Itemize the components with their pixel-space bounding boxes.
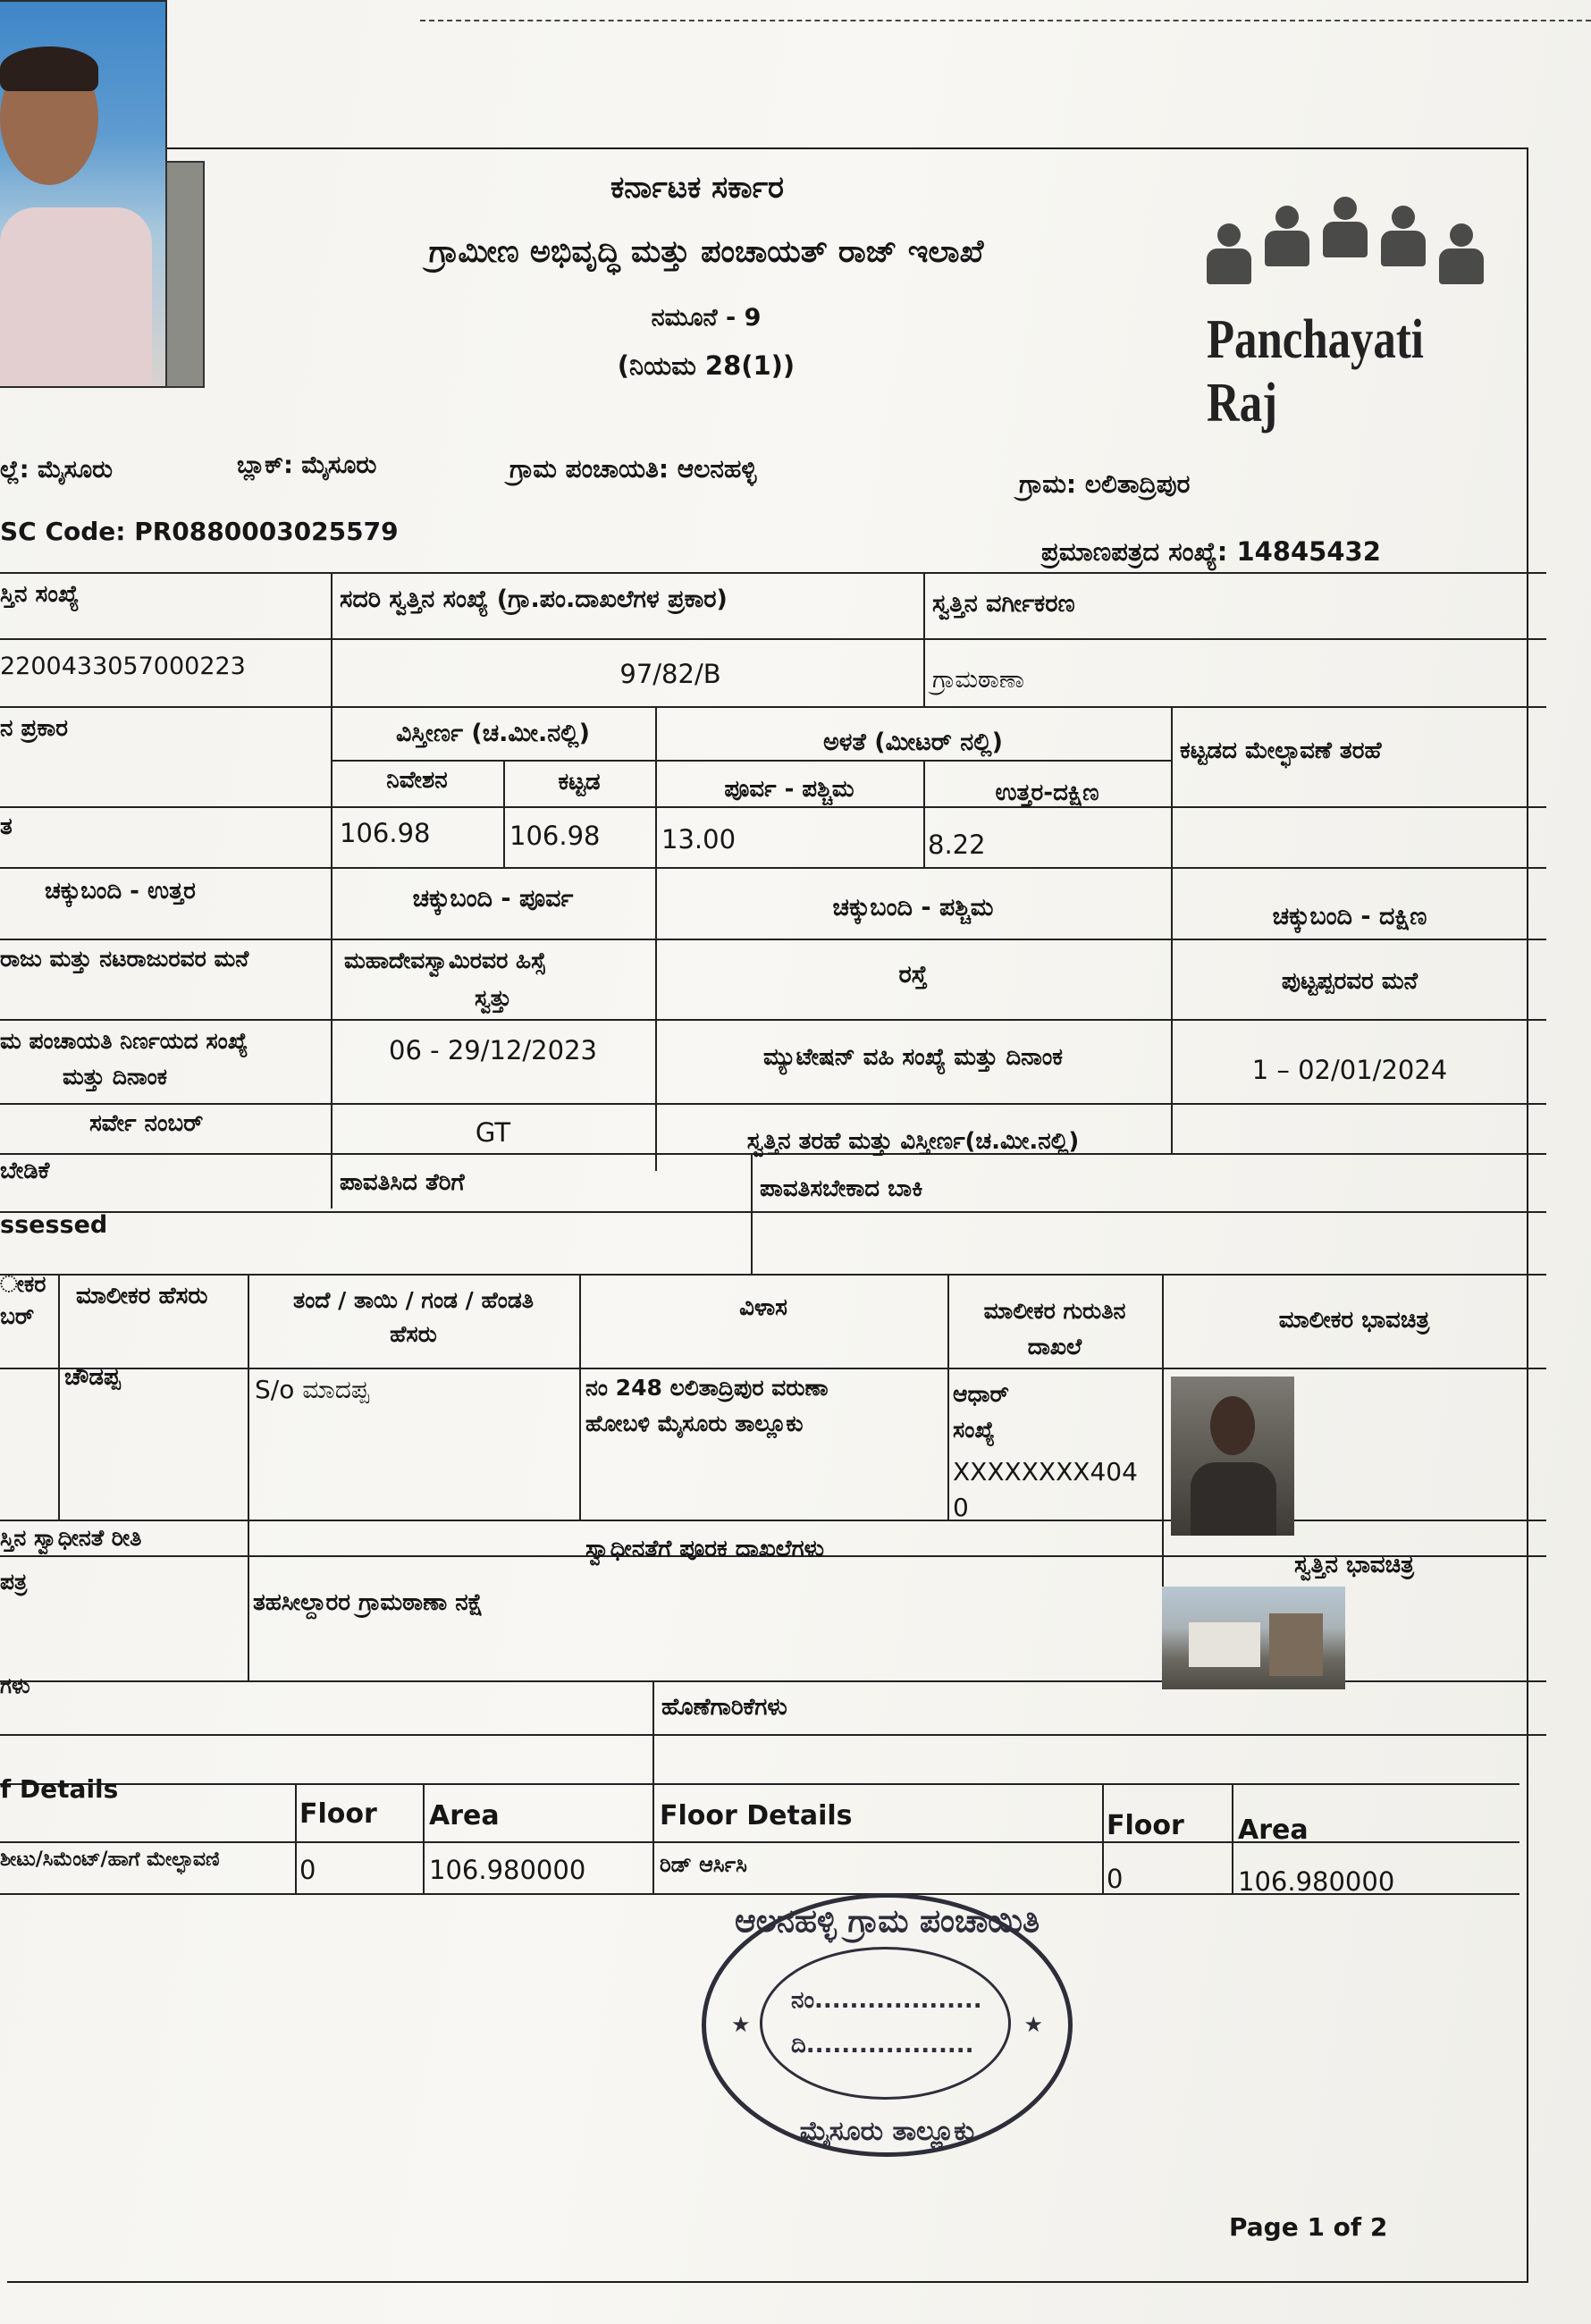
gram-panchayat: ಗ್ರಾಮ ಪಂಚಾಯತಿ: ಆಲನಹಳ್ಳಿ	[509, 454, 757, 484]
demand-label: ಬೇಡಿಕೆ	[0, 1158, 50, 1184]
misc-left-label: ಗಳು	[0, 1673, 30, 1698]
floor-details-right-title: Floor Details	[660, 1800, 853, 1831]
govt-title: ಕರ್ನಾಟಕ ಸರ್ಕಾರ	[610, 170, 785, 206]
rule-number: (ನಿಯಮ 28(1))	[617, 350, 796, 381]
west-boundary-label: ಚಕ್ಕುಬಂದಿ - ಪಶ್ಚಿಮ	[832, 894, 994, 922]
resolution-label-1: ಮ ಪಂಚಾಯತಿ ನಿರ್ಣಯದ ಸಂಖ್ಯೆ	[0, 1028, 248, 1054]
classification-label: ಸ್ವತ್ತಿನ ವರ್ಗೀಕರಣ	[932, 590, 1075, 618]
type-area-label: ಸ್ವತ್ತಿನ ತರಹೆ ಮತ್ತು ವಿಸ್ತೀರ್ಣ(ಚ.ಮೀ.ನಲ್ಲಿ)	[746, 1128, 1080, 1155]
owner-id-4: 0	[953, 1493, 969, 1522]
tax-paid-label: ಪಾವತಿಸಿದ ತೆರಿಗೆ	[340, 1169, 465, 1196]
type-label: ನ ಪ್ರಕಾರ	[0, 715, 68, 742]
classification-value: ಗ್ರಾಮಠಾಣಾ	[932, 666, 1024, 694]
east-boundary-label: ಚಕ್ಕುಬಂದಿ - ಪೂರ್ವ	[412, 885, 574, 913]
roof-type-label: ಕಟ್ಟಡದ ಮೇಲ್ಛಾವಣೆ ತರಹೆ	[1180, 737, 1382, 764]
relation-label-1: ತಂದೆ / ತಾಯಿ / ಗಂಡ / ಹೆಂಡತಿ	[292, 1287, 535, 1313]
seal-line-2: ದಿ...................	[791, 2032, 974, 2059]
top-dashed-line	[420, 20, 1591, 21]
owner-id-1: ಆಧಾರ್	[953, 1381, 1009, 1407]
north-boundary-value: ರಾಜು ಮತ್ತು ನಟರಾಜುರವರ ಮನೆ	[0, 946, 249, 972]
owner-address-1: ನಂ 248 ಲಲಿತಾದ್ರಿಪುರ ವರುಣಾ	[585, 1375, 829, 1401]
owner-name-label: ಮಾಲೀಕರ ಹೆಸರು	[76, 1283, 208, 1309]
assessed-label: ssessed	[0, 1211, 108, 1239]
owner-id-2: ಸಂಖ್ಯೆ	[953, 1417, 996, 1443]
south-boundary-value: ಪುಟ್ಟಪ್ಪರವರ ಮನೆ	[1281, 968, 1418, 995]
floor-header-left: Floor	[299, 1798, 377, 1830]
left-floor-area: 106.980000	[429, 1855, 586, 1885]
east-west-value: 13.00	[661, 824, 737, 855]
area-header-right: Area	[1238, 1815, 1309, 1846]
property-id-value: 2200433057000223	[0, 653, 246, 680]
survey-label: ಸರ್ವೇ ನಂಬರ್	[89, 1110, 204, 1137]
liabilities-label: ಹೊಣೆಗಾರಿಕೆಗಳು	[661, 1694, 787, 1721]
logo-text: Panchayati Raj	[1207, 309, 1424, 434]
north-south-value: 8.22	[928, 829, 986, 860]
old-number-value: 97/82/B	[619, 659, 721, 689]
mutation-value: 1 – 02/01/2024	[1251, 1055, 1448, 1085]
owner-serial-label-1: ೕಕರ	[0, 1271, 46, 1297]
area-header-left: Area	[429, 1800, 500, 1831]
address-label: ವಿಳಾಸ	[739, 1294, 787, 1321]
property-id-label: ಸ್ತಿನ ಸಂಖ್ಯೆ	[0, 581, 80, 608]
ownership-docs-label: ಸ್ವಾಧೀನತೆಗೆ ಪೂರಕ ದಾಖಲೆಗಳು	[585, 1536, 825, 1562]
owner-address-2: ಹೋಬಳಿ ಮೈಸೂರು ತಾಲ್ಲೂಕು	[585, 1410, 804, 1436]
owner-photo	[1171, 1377, 1294, 1536]
seal-line-1: ನಂ...................	[791, 1987, 982, 2014]
seal-top-text: ಆಲನಹಳ್ಳಿ ಗ್ರಾಮ ಪಂಚಾಯಿತಿ	[734, 1903, 1040, 1940]
property-photo	[1162, 1587, 1345, 1689]
block: ಬ್ಲಾಕ್: ಮೈಸೂರು	[237, 451, 377, 479]
page-number: Page 1 of 2	[1229, 2212, 1388, 2242]
panchayat-seal: ಆಲನಹಳ್ಳಿ ಗ್ರಾಮ ಪಂಚಾಯಿತಿ ನಂ................... ದಿ................... ★ ★ ಮೈಸೂರು ತಾಲ್ಲೂಕು	[702, 1893, 1073, 2157]
village: ಗ್ರಾಮ: ಲಲಿತಾದ್ರಿಪುರ	[1019, 469, 1191, 499]
panchayati-raj-logo	[1198, 188, 1493, 434]
mutation-label: ಮ್ಯುಟೇಷನ್ ವಹಿ ಸಂಖ್ಯೆ ಮತ್ತು ದಿನಾಂಕ	[763, 1044, 1063, 1071]
tax-balance-label: ಪಾವತಿಸಬೇಕಾದ ಬಾಕಿ	[760, 1175, 923, 1202]
dimension-label: ಅಳತೆ (ಮೀಟರ್ ನಲ್ಲಿ)	[823, 728, 1003, 756]
owner-portrait-photo	[0, 0, 167, 388]
right-floor-type: ರಿಡ್ ಆರ್ಸಿಸಿ	[660, 1852, 747, 1877]
old-number-label: ಸದರಿ ಸ್ವತ್ತಿನ ಸಂಖ್ಯೆ (ಗ್ರಾ.ಪಂ.ದಾಖಲೆಗಳ ಪ್ರಕಾರ)	[340, 585, 728, 613]
east-boundary-value-1: ಮಹಾದೇವಸ್ವಾಮಿರವರ ಹಿಸ್ಸೆ	[344, 947, 546, 973]
site-label: ನಿವೇಶನ	[386, 767, 448, 794]
site-area-value: 106.98	[340, 818, 431, 848]
south-boundary-label: ಚಕ್ಕುಬಂದಿ - ದಕ್ಷಿಣ	[1272, 903, 1427, 930]
area-label: ವಿಸ್ತೀರ್ಣ (ಚ.ಮೀ.ನಲ್ಲಿ)	[396, 720, 590, 747]
west-boundary-value: ರಸ್ತೆ	[898, 961, 928, 989]
ownership-mode-value: ಪತ್ರ	[0, 1569, 28, 1595]
building-label: ಕಟ್ಟಡ	[558, 769, 601, 796]
right-floor-number: 0	[1107, 1864, 1124, 1894]
east-boundary-value-2: ಸ್ವತ್ತು	[474, 985, 512, 1011]
form-number: ನಮೂನೆ - 9	[651, 304, 762, 332]
resolution-value: 06 - 29/12/2023	[389, 1035, 597, 1065]
ownership-docs-value: ತಹಸೀಲ್ದಾರರ ಗ್ರಾಮಠಾಣಾ ನಕ್ಷೆ	[253, 1589, 484, 1616]
right-floor-area: 106.980000	[1238, 1866, 1395, 1897]
measure-row-label: ತ	[0, 813, 13, 840]
photo-edge	[165, 161, 205, 388]
north-south-label: ಉತ್ತರ-ದಕ್ಷಿಣ	[995, 779, 1099, 806]
owner-relation: S/o ಮಾದಪ್ಪ	[255, 1375, 369, 1404]
left-floor-type: ಶೀಟು/ಸಿಮೆಂಟ್/ಹಾಗೆ ಮೇಲ್ಛಾವಣಿ	[0, 1848, 220, 1871]
relation-label-2: ಹೆಸರು	[390, 1321, 437, 1347]
building-area-value: 106.98	[509, 821, 601, 851]
left-floor-number: 0	[299, 1855, 316, 1885]
owner-photo-label: ಮಾಲೀಕರ ಭಾವಚಿತ್ರ	[1278, 1307, 1430, 1334]
floor-header-right: Floor	[1107, 1810, 1184, 1841]
floor-details-left-title: f Details	[0, 1774, 119, 1804]
id-doc-label-2: ದಾಖಲೆ	[1027, 1334, 1082, 1360]
department-title: ಗ್ರಾಮೀಣ ಅಭಿವೃದ್ಧಿ ಮತ್ತು ಪಂಚಾಯತ್ ರಾಜ್ ಇಲಾಖೆ	[428, 234, 984, 270]
survey-value: GT	[475, 1117, 511, 1148]
property-photo-label: ಸ್ವತ್ತಿನ ಭಾವಚಿತ್ರ	[1294, 1552, 1414, 1579]
north-boundary-label: ಚಕ್ಕುಬಂದಿ - ಉತ್ತರ	[45, 878, 196, 905]
district: ಲ್ಲೆ: ಮೈಸೂರು	[0, 456, 113, 484]
resolution-label-2: ಮತ್ತು ದಿನಾಂಕ	[63, 1064, 168, 1090]
ownership-mode-label: ಸ್ತಿನ ಸ್ವಾಧೀನತೆ ರೀತಿ	[0, 1525, 142, 1551]
east-west-label: ಪೂರ್ವ - ಪಶ್ಚಿಮ	[724, 776, 854, 803]
certificate-number: ಪ್ರಮಾಣಪತ್ರದ ಸಂಖ್ಯೆ: 14845432	[1041, 536, 1381, 567]
id-doc-label-1: ಮಾಲೀಕರ ಗುರುತಿನ	[983, 1298, 1126, 1324]
seal-bottom-text: ಮೈಸೂರು ತಾಲ್ಲೂಕು	[799, 2116, 975, 2147]
lgd-code: SC Code: PR0880003025579	[0, 517, 399, 546]
owner-name: ಚೌಡಪ್ಪ	[64, 1364, 121, 1391]
owner-serial-label-2: ಬರ್	[0, 1303, 35, 1329]
owner-id-3: XXXXXXXX404	[953, 1457, 1138, 1486]
